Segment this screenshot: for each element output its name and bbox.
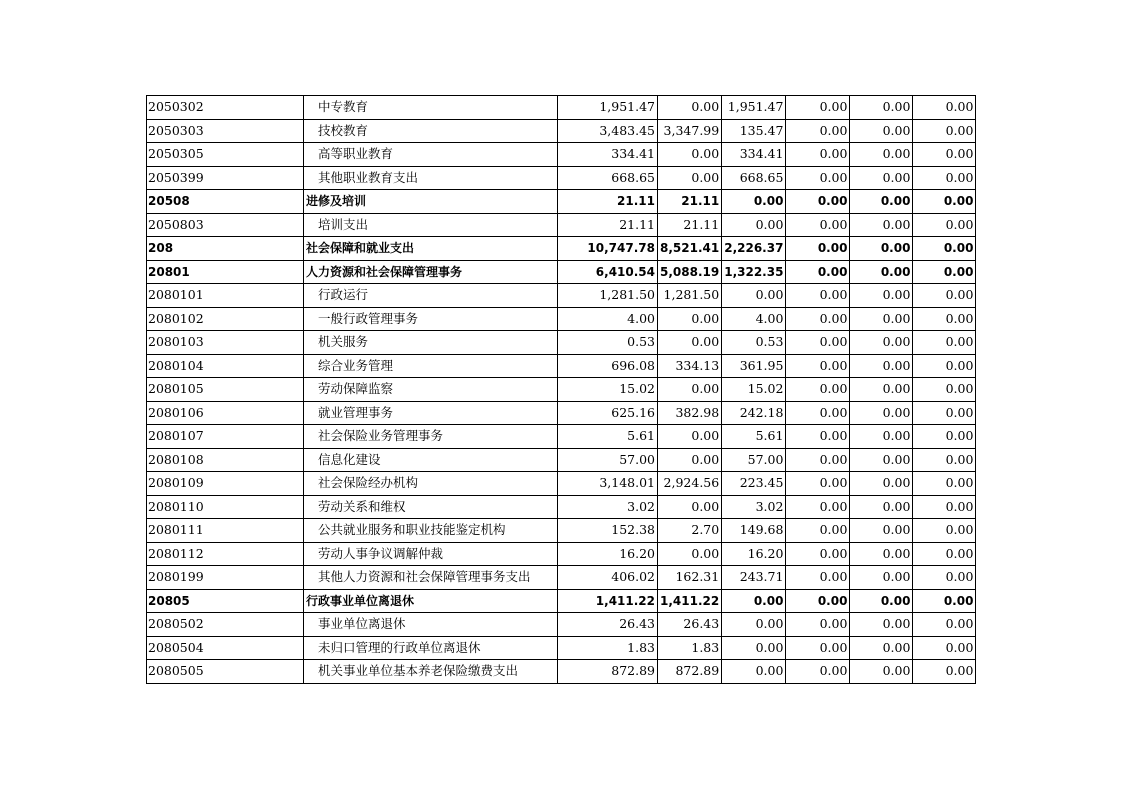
project-expenditure-cell: 16.20 — [722, 542, 786, 566]
amount-col6-cell: 0.00 — [913, 213, 976, 237]
amount-col5-cell: 0.00 — [850, 660, 913, 684]
table-row — [147, 354, 976, 378]
amount-col6-cell: 0.00 — [913, 542, 976, 566]
total-amount-cell: 3,148.01 — [558, 472, 658, 496]
amount-col5-cell: 0.00 — [850, 542, 913, 566]
table-row — [147, 213, 976, 237]
project-expenditure-cell: 3.02 — [722, 495, 786, 519]
subject-name-cell: 综合业务管理 — [304, 354, 558, 378]
subject-code-cell: 2080109 — [147, 472, 304, 496]
amount-col6-cell: 0.00 — [913, 354, 976, 378]
table-row — [147, 613, 976, 637]
amount-col6-cell: 0.00 — [913, 425, 976, 449]
total-amount-cell: 872.89 — [558, 660, 658, 684]
total-amount-cell: 6,410.54 — [558, 260, 658, 284]
amount-col6-cell: 0.00 — [913, 519, 976, 543]
subject-name-cell: 培训支出 — [304, 213, 558, 237]
amount-col6-cell: 0.00 — [913, 260, 976, 284]
amount-col6-cell: 0.00 — [913, 613, 976, 637]
amount-col5-cell: 0.00 — [850, 166, 913, 190]
amount-col5-cell: 0.00 — [850, 425, 913, 449]
basic-expenditure-cell: 334.13 — [658, 354, 722, 378]
total-amount-cell: 0.53 — [558, 331, 658, 355]
subject-name-cell: 中专教育 — [304, 96, 558, 120]
table-row — [147, 237, 976, 261]
project-expenditure-cell: 5.61 — [722, 425, 786, 449]
subject-code-cell: 2080105 — [147, 378, 304, 402]
project-expenditure-cell: 0.53 — [722, 331, 786, 355]
subject-name-cell: 高等职业教育 — [304, 143, 558, 167]
amount-col6-cell: 0.00 — [913, 636, 976, 660]
table-row — [147, 96, 976, 120]
project-expenditure-cell: 0.00 — [722, 589, 786, 613]
amount-col5-cell: 0.00 — [850, 519, 913, 543]
amount-col4-cell: 0.00 — [786, 378, 850, 402]
amount-col6-cell: 0.00 — [913, 307, 976, 331]
project-expenditure-cell: 361.95 — [722, 354, 786, 378]
project-expenditure-cell: 223.45 — [722, 472, 786, 496]
amount-col5-cell: 0.00 — [850, 190, 913, 214]
amount-col4-cell: 0.00 — [786, 119, 850, 143]
amount-col5-cell: 0.00 — [850, 566, 913, 590]
amount-col5-cell: 0.00 — [850, 354, 913, 378]
amount-col4-cell: 0.00 — [786, 96, 850, 120]
subject-code-cell: 208 — [147, 237, 304, 261]
project-expenditure-cell: 149.68 — [722, 519, 786, 543]
amount-col6-cell: 0.00 — [913, 143, 976, 167]
subject-name-cell: 社会保险经办机构 — [304, 472, 558, 496]
total-amount-cell: 1,951.47 — [558, 96, 658, 120]
total-amount-cell: 696.08 — [558, 354, 658, 378]
amount-col6-cell: 0.00 — [913, 589, 976, 613]
amount-col4-cell: 0.00 — [786, 660, 850, 684]
basic-expenditure-cell: 0.00 — [658, 96, 722, 120]
total-amount-cell: 668.65 — [558, 166, 658, 190]
total-amount-cell: 1,411.22 — [558, 589, 658, 613]
subject-code-cell: 2050305 — [147, 143, 304, 167]
total-amount-cell: 21.11 — [558, 190, 658, 214]
table-row — [147, 589, 976, 613]
basic-expenditure-cell: 1,411.22 — [658, 589, 722, 613]
amount-col4-cell: 0.00 — [786, 260, 850, 284]
table-row — [147, 448, 976, 472]
amount-col4-cell: 0.00 — [786, 213, 850, 237]
subject-code-cell: 2080102 — [147, 307, 304, 331]
subject-code-cell: 20508 — [147, 190, 304, 214]
amount-col5-cell: 0.00 — [850, 448, 913, 472]
amount-col6-cell: 0.00 — [913, 566, 976, 590]
table-row — [147, 660, 976, 684]
project-expenditure-cell: 135.47 — [722, 119, 786, 143]
subject-code-cell: 2080112 — [147, 542, 304, 566]
basic-expenditure-cell: 21.11 — [658, 213, 722, 237]
total-amount-cell: 1.83 — [558, 636, 658, 660]
total-amount-cell: 26.43 — [558, 613, 658, 637]
amount-col5-cell: 0.00 — [850, 119, 913, 143]
subject-name-cell: 行政运行 — [304, 284, 558, 308]
subject-name-cell: 就业管理事务 — [304, 401, 558, 425]
amount-col5-cell: 0.00 — [850, 378, 913, 402]
amount-col6-cell: 0.00 — [913, 472, 976, 496]
table-row — [147, 472, 976, 496]
subject-code-cell: 2080104 — [147, 354, 304, 378]
subject-name-cell: 机关服务 — [304, 331, 558, 355]
table-row — [147, 190, 976, 214]
table-row — [147, 542, 976, 566]
amount-col4-cell: 0.00 — [786, 401, 850, 425]
subject-name-cell: 进修及培训 — [304, 190, 558, 214]
subject-code-cell: 2080106 — [147, 401, 304, 425]
amount-col4-cell: 0.00 — [786, 354, 850, 378]
amount-col6-cell: 0.00 — [913, 660, 976, 684]
subject-name-cell: 社会保险业务管理事务 — [304, 425, 558, 449]
subject-name-cell: 一般行政管理事务 — [304, 307, 558, 331]
basic-expenditure-cell: 3,347.99 — [658, 119, 722, 143]
project-expenditure-cell: 0.00 — [722, 660, 786, 684]
project-expenditure-cell: 2,226.37 — [722, 237, 786, 261]
amount-col4-cell: 0.00 — [786, 613, 850, 637]
total-amount-cell: 16.20 — [558, 542, 658, 566]
project-expenditure-cell: 1,322.35 — [722, 260, 786, 284]
basic-expenditure-cell: 0.00 — [658, 425, 722, 449]
amount-col4-cell: 0.00 — [786, 566, 850, 590]
amount-col4-cell: 0.00 — [786, 636, 850, 660]
subject-code-cell: 2050803 — [147, 213, 304, 237]
amount-col4-cell: 0.00 — [786, 542, 850, 566]
amount-col4-cell: 0.00 — [786, 166, 850, 190]
table-row — [147, 519, 976, 543]
table-row — [147, 495, 976, 519]
subject-code-cell: 2050303 — [147, 119, 304, 143]
total-amount-cell: 4.00 — [558, 307, 658, 331]
amount-col4-cell: 0.00 — [786, 519, 850, 543]
subject-name-cell: 机关事业单位基本养老保险缴费支出 — [304, 660, 558, 684]
amount-col5-cell: 0.00 — [850, 613, 913, 637]
amount-col5-cell: 0.00 — [850, 589, 913, 613]
amount-col4-cell: 0.00 — [786, 284, 850, 308]
basic-expenditure-cell: 0.00 — [658, 166, 722, 190]
table-row — [147, 566, 976, 590]
amount-col4-cell: 0.00 — [786, 190, 850, 214]
amount-col4-cell: 0.00 — [786, 472, 850, 496]
table-row — [147, 284, 976, 308]
basic-expenditure-cell: 0.00 — [658, 495, 722, 519]
amount-col6-cell: 0.00 — [913, 119, 976, 143]
table-row — [147, 307, 976, 331]
project-expenditure-cell: 4.00 — [722, 307, 786, 331]
subject-code-cell: 2080504 — [147, 636, 304, 660]
basic-expenditure-cell: 1.83 — [658, 636, 722, 660]
amount-col4-cell: 0.00 — [786, 448, 850, 472]
basic-expenditure-cell: 0.00 — [658, 307, 722, 331]
basic-expenditure-cell: 162.31 — [658, 566, 722, 590]
amount-col6-cell: 0.00 — [913, 96, 976, 120]
basic-expenditure-cell: 8,521.41 — [658, 237, 722, 261]
basic-expenditure-cell: 0.00 — [658, 143, 722, 167]
total-amount-cell: 1,281.50 — [558, 284, 658, 308]
amount-col6-cell: 0.00 — [913, 237, 976, 261]
total-amount-cell: 5.61 — [558, 425, 658, 449]
subject-name-cell: 事业单位离退休 — [304, 613, 558, 637]
project-expenditure-cell: 0.00 — [722, 284, 786, 308]
amount-col5-cell: 0.00 — [850, 636, 913, 660]
total-amount-cell: 10,747.78 — [558, 237, 658, 261]
table-row — [147, 378, 976, 402]
basic-expenditure-cell: 0.00 — [658, 378, 722, 402]
project-expenditure-cell: 668.65 — [722, 166, 786, 190]
total-amount-cell: 152.38 — [558, 519, 658, 543]
amount-col6-cell: 0.00 — [913, 401, 976, 425]
subject-name-cell: 社会保障和就业支出 — [304, 237, 558, 261]
amount-col4-cell: 0.00 — [786, 589, 850, 613]
subject-name-cell: 人力资源和社会保障管理事务 — [304, 260, 558, 284]
basic-expenditure-cell: 382.98 — [658, 401, 722, 425]
amount-col6-cell: 0.00 — [913, 166, 976, 190]
amount-col5-cell: 0.00 — [850, 260, 913, 284]
total-amount-cell: 15.02 — [558, 378, 658, 402]
subject-code-cell: 20801 — [147, 260, 304, 284]
subject-name-cell: 技校教育 — [304, 119, 558, 143]
total-amount-cell: 57.00 — [558, 448, 658, 472]
project-expenditure-cell: 242.18 — [722, 401, 786, 425]
table-row — [147, 260, 976, 284]
subject-code-cell: 2080111 — [147, 519, 304, 543]
table-row — [147, 331, 976, 355]
subject-code-cell: 2080103 — [147, 331, 304, 355]
amount-col4-cell: 0.00 — [786, 495, 850, 519]
table-row — [147, 166, 976, 190]
amount-col5-cell: 0.00 — [850, 143, 913, 167]
amount-col5-cell: 0.00 — [850, 495, 913, 519]
amount-col5-cell: 0.00 — [850, 472, 913, 496]
subject-name-cell: 未归口管理的行政单位离退休 — [304, 636, 558, 660]
project-expenditure-cell: 243.71 — [722, 566, 786, 590]
basic-expenditure-cell: 872.89 — [658, 660, 722, 684]
amount-col4-cell: 0.00 — [786, 425, 850, 449]
subject-code-cell: 2050399 — [147, 166, 304, 190]
project-expenditure-cell: 1,951.47 — [722, 96, 786, 120]
subject-name-cell: 信息化建设 — [304, 448, 558, 472]
amount-col5-cell: 0.00 — [850, 237, 913, 261]
basic-expenditure-cell: 21.11 — [658, 190, 722, 214]
project-expenditure-cell: 0.00 — [722, 190, 786, 214]
total-amount-cell: 334.41 — [558, 143, 658, 167]
basic-expenditure-cell: 5,088.19 — [658, 260, 722, 284]
subject-code-cell: 2080505 — [147, 660, 304, 684]
project-expenditure-cell: 334.41 — [722, 143, 786, 167]
amount-col6-cell: 0.00 — [913, 378, 976, 402]
subject-code-cell: 2080108 — [147, 448, 304, 472]
amount-col4-cell: 0.00 — [786, 143, 850, 167]
subject-name-cell: 劳动关系和维权 — [304, 495, 558, 519]
amount-col4-cell: 0.00 — [786, 331, 850, 355]
subject-name-cell: 公共就业服务和职业技能鉴定机构 — [304, 519, 558, 543]
subject-code-cell: 2080502 — [147, 613, 304, 637]
basic-expenditure-cell: 2,924.56 — [658, 472, 722, 496]
subject-code-cell: 2080101 — [147, 284, 304, 308]
table-row — [147, 143, 976, 167]
project-expenditure-cell: 0.00 — [722, 613, 786, 637]
amount-col6-cell: 0.00 — [913, 495, 976, 519]
amount-col5-cell: 0.00 — [850, 96, 913, 120]
total-amount-cell: 406.02 — [558, 566, 658, 590]
subject-code-cell: 2080199 — [147, 566, 304, 590]
amount-col6-cell: 0.00 — [913, 448, 976, 472]
subject-code-cell: 2080107 — [147, 425, 304, 449]
subject-code-cell: 2050302 — [147, 96, 304, 120]
basic-expenditure-cell: 0.00 — [658, 542, 722, 566]
amount-col6-cell: 0.00 — [913, 190, 976, 214]
subject-name-cell: 其他职业教育支出 — [304, 166, 558, 190]
subject-name-cell: 劳动人事争议调解仲裁 — [304, 542, 558, 566]
amount-col5-cell: 0.00 — [850, 307, 913, 331]
project-expenditure-cell: 57.00 — [722, 448, 786, 472]
project-expenditure-cell: 0.00 — [722, 636, 786, 660]
budget-table — [146, 95, 976, 684]
basic-expenditure-cell: 2.70 — [658, 519, 722, 543]
table-row — [147, 119, 976, 143]
subject-code-cell: 2080110 — [147, 495, 304, 519]
amount-col5-cell: 0.00 — [850, 284, 913, 308]
subject-code-cell: 20805 — [147, 589, 304, 613]
table-row — [147, 401, 976, 425]
basic-expenditure-cell: 0.00 — [658, 448, 722, 472]
total-amount-cell: 3.02 — [558, 495, 658, 519]
amount-col6-cell: 0.00 — [913, 331, 976, 355]
table-row — [147, 425, 976, 449]
project-expenditure-cell: 0.00 — [722, 213, 786, 237]
total-amount-cell: 625.16 — [558, 401, 658, 425]
project-expenditure-cell: 15.02 — [722, 378, 786, 402]
subject-name-cell: 其他人力资源和社会保障管理事务支出 — [304, 566, 558, 590]
amount-col4-cell: 0.00 — [786, 307, 850, 331]
amount-col6-cell: 0.00 — [913, 284, 976, 308]
subject-name-cell: 劳动保障监察 — [304, 378, 558, 402]
amount-col5-cell: 0.00 — [850, 401, 913, 425]
basic-expenditure-cell: 1,281.50 — [658, 284, 722, 308]
basic-expenditure-cell: 26.43 — [658, 613, 722, 637]
basic-expenditure-cell: 0.00 — [658, 331, 722, 355]
total-amount-cell: 21.11 — [558, 213, 658, 237]
amount-col5-cell: 0.00 — [850, 331, 913, 355]
table-row — [147, 636, 976, 660]
amount-col5-cell: 0.00 — [850, 213, 913, 237]
subject-name-cell: 行政事业单位离退休 — [304, 589, 558, 613]
amount-col4-cell: 0.00 — [786, 237, 850, 261]
budget-table-body — [147, 96, 976, 684]
total-amount-cell: 3,483.45 — [558, 119, 658, 143]
